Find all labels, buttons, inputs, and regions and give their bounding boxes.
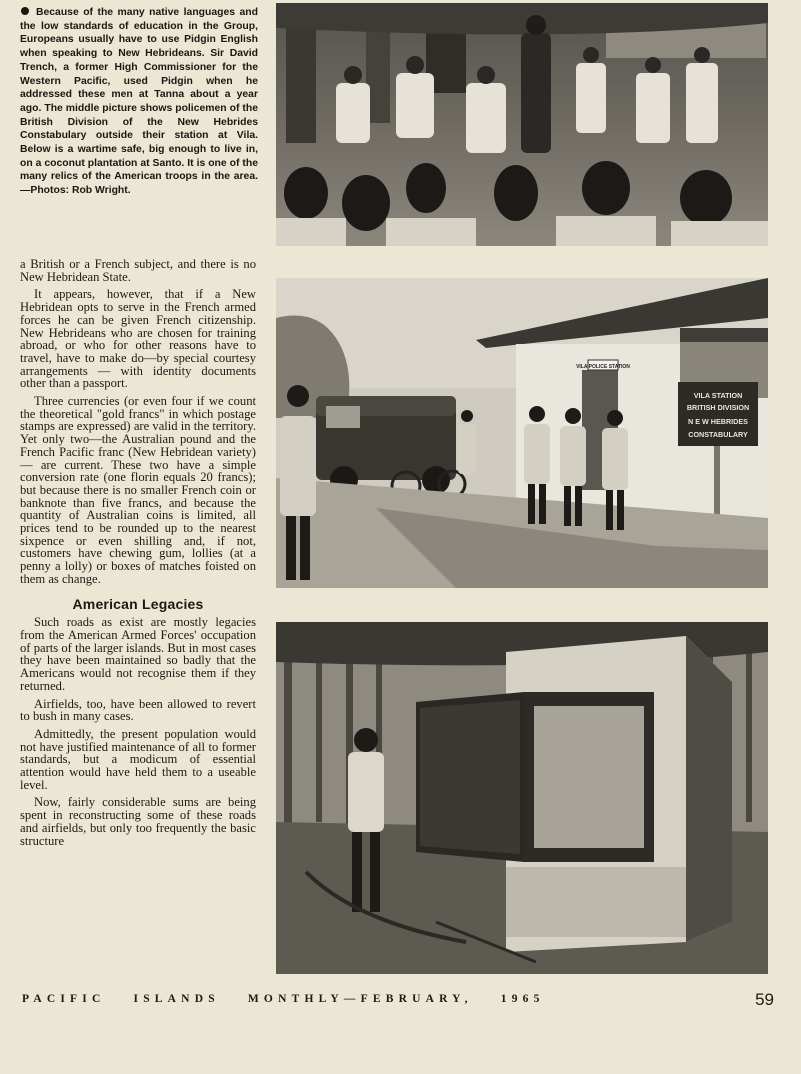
- bullet-icon: [20, 6, 30, 16]
- constabulary-sign-line: VILA STATION: [693, 391, 743, 400]
- photo-gathering-at-tanna: [276, 3, 768, 246]
- article-paragraph: It appears, however, that if a New Hebridean opts to serve in the French armed forces he can be given French citizenship. New Hebrideans who are chosen for training abroad, or who for other reasons have to travel, have to make do—by special courtesy arrangements — with identity documents other than a passport.: [20, 287, 256, 391]
- article-paragraph: Such roads as exist are mostly legacies from the American Armed Forces' occupation of parts of the larger islands. But in most cases they have been maintained so badly that the Americans would not recognise them if they returned.: [20, 615, 256, 693]
- article-paragraph: a British or a French subject, and there is no New Hebridean State.: [20, 257, 256, 284]
- photo-police-image: [276, 278, 768, 588]
- article-paragraph: Now, fairly considerable sums are being spent in reconstructing some of these roads and airfields, but only too frequently the basic structure: [20, 795, 256, 848]
- photo-safe-image: [276, 622, 768, 974]
- photo-caption: [20, 6, 258, 198]
- page-number: 59: [755, 990, 774, 1009]
- article-column: [20, 258, 256, 847]
- photo-gathering-image: [276, 3, 768, 246]
- constabulary-sign-line: CONSTABULARY: [688, 430, 748, 439]
- door-sign: VILA POLICE STATION: [576, 364, 630, 370]
- section-heading: American Legacies: [72, 595, 204, 612]
- photo-police-station-vila: [276, 278, 768, 588]
- constabulary-sign-line: N E W HEBRIDES: [688, 417, 748, 426]
- article-paragraph: Airfields, too, have been allowed to revert to bush in many cases.: [20, 696, 256, 724]
- page-footer: [22, 990, 774, 1012]
- magazine-masthead: PACIFIC ISLANDS MONTHLY—FEBRUARY, 1965: [22, 993, 545, 1005]
- photo-wartime-safe-santo: [276, 622, 768, 974]
- article-paragraph: Three currencies (or even four if we count the theoretical "gold francs" in which postage stamps are expressed) are valid in the territory. Yet only two—the Australian pound and the French Pacific franc (New Hebridean variety) — are current. These two have a simple conversion rate (one florin equals 20 francs); but because there is no smaller French coin or banknote than five francs, and because the quantity of Australian coins is limited, all prices tend to be rounded up to the nearest sixpence or even shilling and, if not, customers have chewing gum, lollies (at a penny a lolly) or boxes of matches foisted on them as change.: [20, 394, 256, 586]
- constabulary-sign-line: BRITISH DIVISION: [686, 403, 750, 412]
- caption-text: Because of the many native languages and the low standards of education in the Group, Europeans usually have to use Pidgin English when speaking to New Hebrideans. Sir David Trench, a former High Commissioner for the Western Pacific, used Pidgin when he addressed these men at Tanna about a year ago. The middle picture shows policemen of the British Division of the New Hebrides Constabulary outside their station at Vila. Below is a wartime safe, big enough to live in, on a coconut plantation at Santo. It is one of the many relics of the American troops in the area.—Photos: Rob Wright.: [20, 7, 258, 197]
- article-paragraph: Admittedly, the present population would not have justified maintenance of all to former standards, but a modicum of essential attention would have held them to a useable level.: [20, 726, 256, 792]
